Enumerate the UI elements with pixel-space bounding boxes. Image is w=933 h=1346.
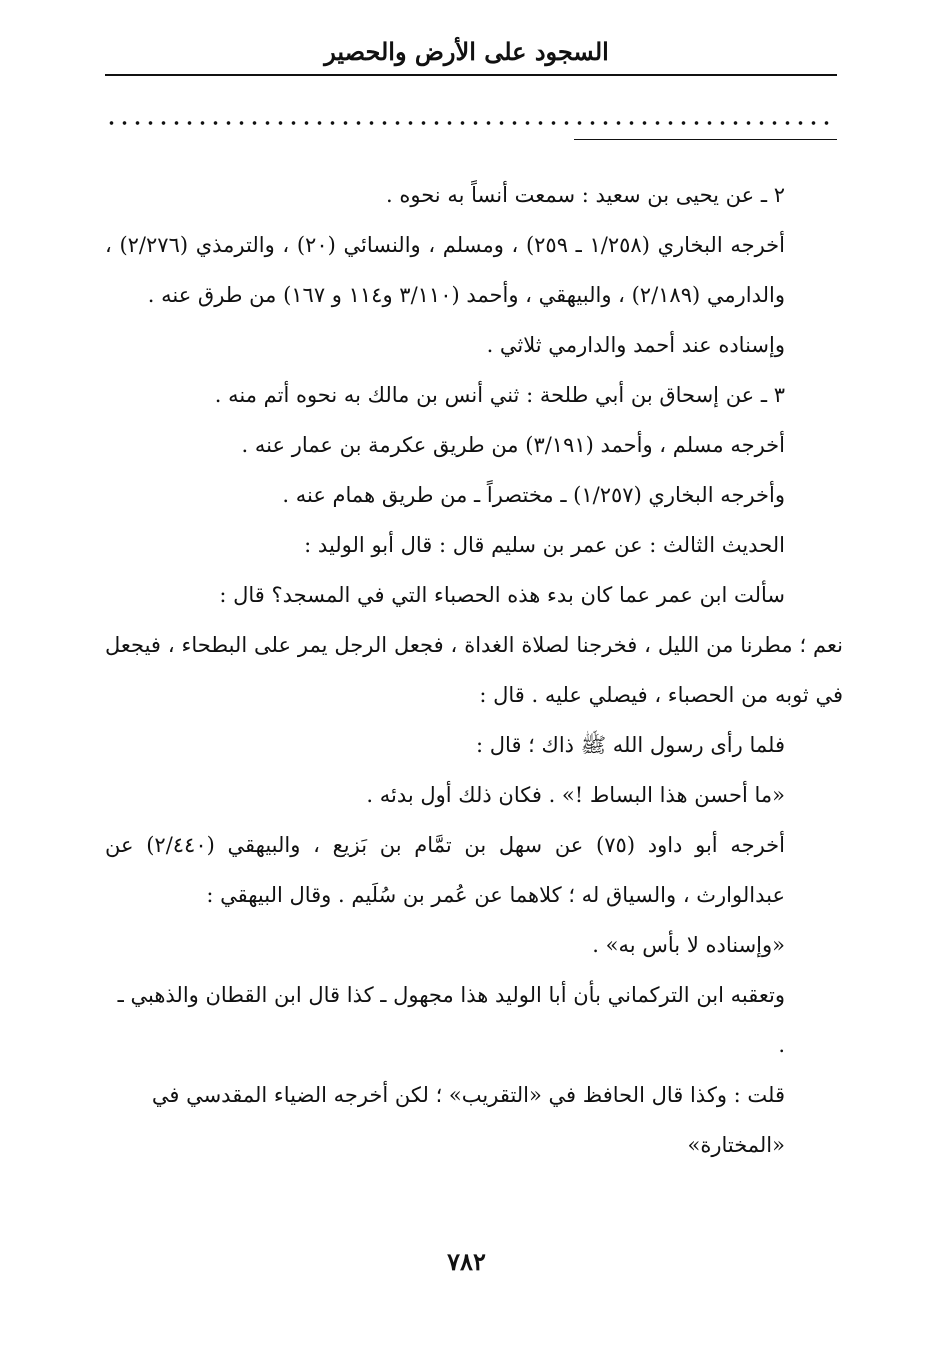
paragraph-3: وإسناده عند أحمد والدارمي ثلاثي . <box>486 333 785 357</box>
footnote-separator-rule <box>574 139 837 140</box>
paragraph-15: قلت : وكذا قال الحافظ في «التقريب» ؛ لكن أخرجه الضياء المقدسي في «المختارة» <box>151 1083 785 1157</box>
paragraph-9: نعم ؛ مطرنا من الليل ، فخرجنا لصلاة الغداة ، فجعل الرجل يمر على البطحاء ، فيجعل في ثوبه من الحصباء ، فيصلي عليه . قال : <box>105 633 843 707</box>
paragraph-5: أخرجه مسلم ، وأحمد (٣/١٩١) من طريق عكرمة بن عمار عنه . <box>241 433 785 457</box>
paragraph-2: أخرجه البخاري (١/٢٥٨ ـ ٢٥٩) ، ومسلم ، والنسائي (٢٠) ، والترمذي (٢/٢٧٦) ، والدارمي (٢/١٨٩) ، والبيهقي ، وأحمد (٣/١١٠ و١١٤ و ١٦٧) من طرق عنه . <box>105 233 785 307</box>
paragraph-11: «ما أحسن هذا البساط !» . فكان ذلك أول بدئه . <box>366 783 785 807</box>
paragraph-10: فلما رأى رسول الله ﷺ ذاك ؛ قال : <box>476 733 785 757</box>
paragraph-13: «وإسناده لا بأس به» . <box>592 933 785 957</box>
running-title: السجود على الأرض والحصير <box>324 37 609 66</box>
paragraph-8: سألت ابن عمر عما كان بدء هذه الحصباء التي في المسجد؟ قال : <box>219 583 785 607</box>
paragraph-12: أخرجه أبو داود (٧٥) عن سهل بن تمَّام بن بَزيع ، والبيهقي (٢/٤٤٠) عن عبدالوارث ، والسياق له ؛ كلاهما عن عُمر بن سُلَيم . وقال البيهقي : <box>105 833 785 907</box>
paragraph-6: وأخرجه البخاري (١/٢٥٧) ـ مختصراً ـ من طريق همام عنه . <box>282 483 785 507</box>
header-rule <box>105 74 837 76</box>
paragraph-7: الحديث الثالث : عن عمر بن سليم قال : قال أبو الوليد : <box>304 533 785 557</box>
page-number: ٧٨٢ <box>447 1247 486 1276</box>
paragraph-1: ٢ ـ عن يحيى بن سعيد : سمعت أنساً به نحوه . <box>386 183 785 207</box>
footnote-text <box>105 170 843 1170</box>
paragraph-4: ٣ ـ عن إسحاق بن أبي طلحة : ثني أنس بن مالك به نحوه أتم منه . <box>214 383 785 407</box>
paragraph-14: وتعقبه ابن التركماني بأن أبا الوليد هذا مجهول ـ كذا قال ابن القطان والذهبي ـ . <box>117 983 785 1057</box>
dotted-separator <box>105 116 837 130</box>
